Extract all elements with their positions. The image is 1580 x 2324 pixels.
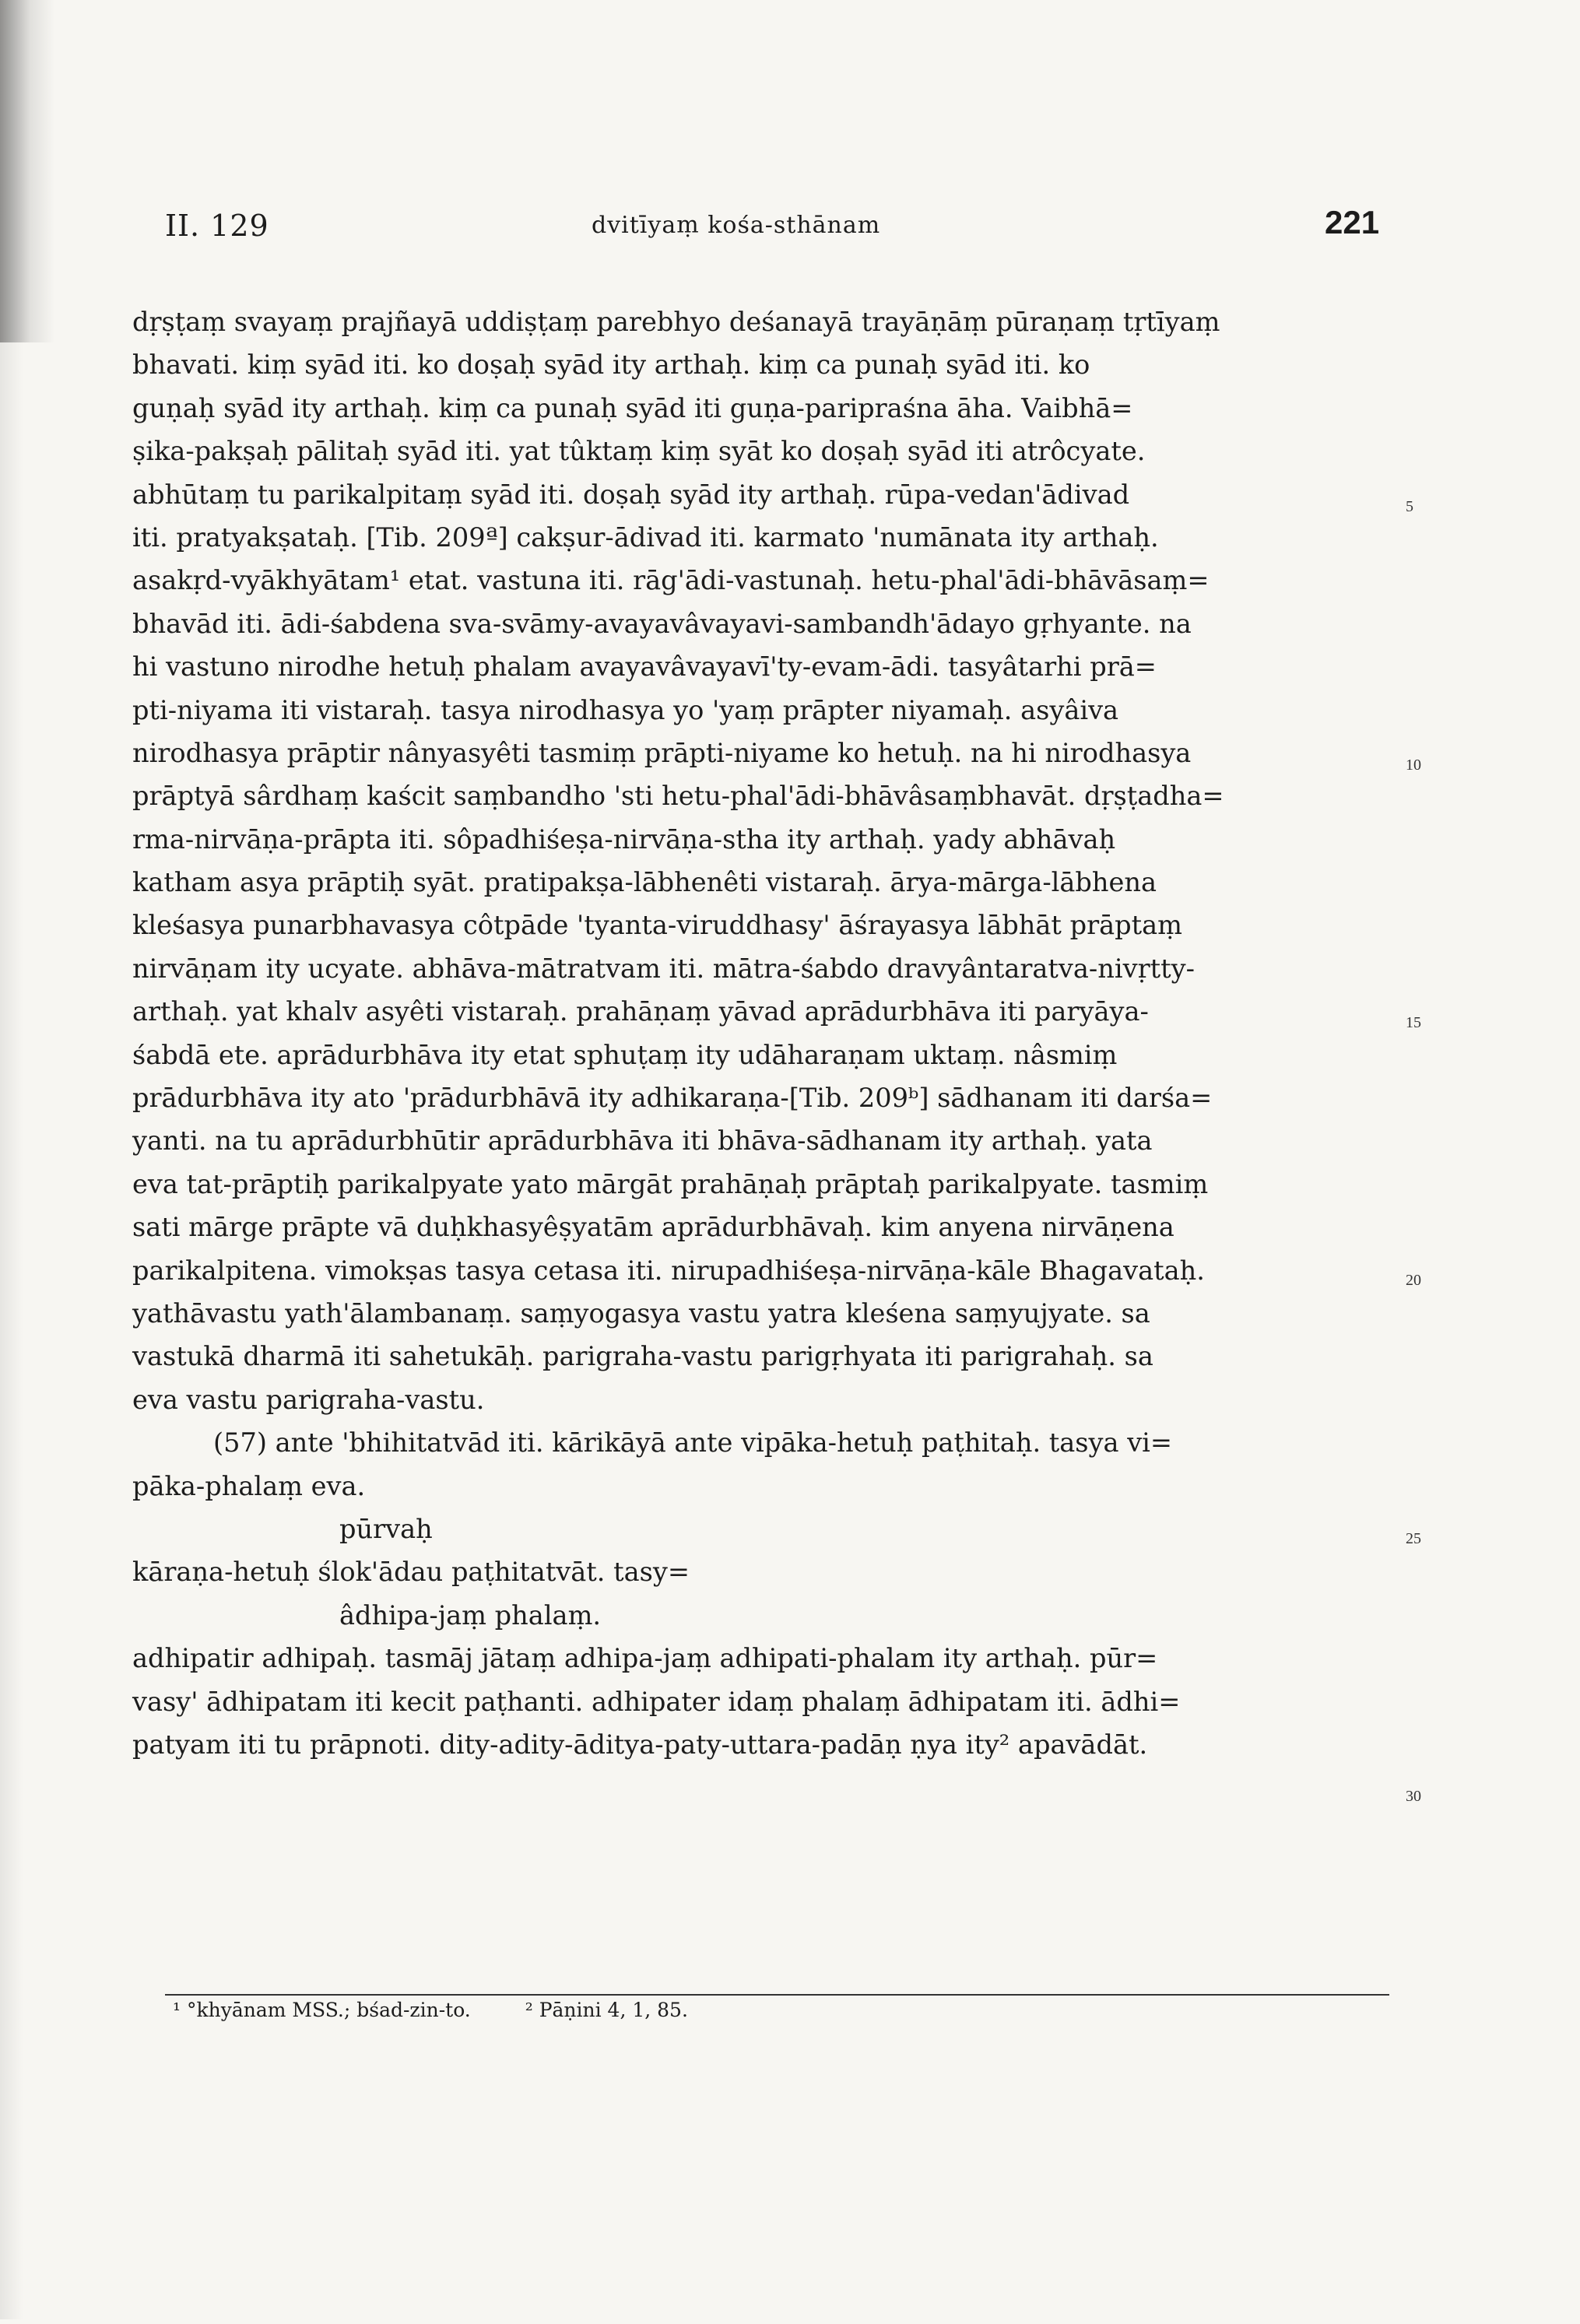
footnote: ¹ °khyānam MSS.; bśad-zin-to. <box>173 1999 471 2021</box>
text-line: dṛṣṭaṃ svayaṃ prajñayā uddiṣṭaṃ parebhyo deśanayā trayāṇāṃ pūraṇaṃ tṛtīyaṃ <box>132 307 1220 337</box>
text-line: bhavād iti. ādi-śabdena sva-svāmy-avayavâvayavi-sambandh'ādayo gṛhyante. na <box>132 608 1192 639</box>
text-line: prāptyā sârdhaṃ kaścit saṃbandho 'sti hetu-phal'ādi-bhāvâsaṃbhavāt. dṛṣṭadha= <box>132 781 1224 812</box>
margin-line-number: 5 <box>1406 498 1413 515</box>
text-line: sati mārge prāpte vā duḥkhasyêṣyatām aprādurbhāvaḥ. kim anyena nirvāṇena <box>132 1212 1174 1243</box>
text-line: eva vastu parigraha-vastu. <box>132 1384 485 1415</box>
text-line: patyam iti tu prāpnoti. dity-adity-āditya-paty-uttara-padāṇ ṇya ity² apavādāt. <box>132 1729 1148 1760</box>
text-line: adhipatir adhipaḥ. tasmāj jātaṃ adhipa-jaṃ adhipati-phalam ity arthaḥ. pūr= <box>132 1643 1158 1674</box>
text-line: vasy' ādhipatam iti kecit paṭhanti. adhipater idaṃ phalaṃ ādhipatam iti. ādhi= <box>132 1686 1181 1717</box>
margin-line-number: 20 <box>1406 1272 1421 1289</box>
margin-line-number: 25 <box>1406 1530 1421 1547</box>
text-line: bhavati. kiṃ syād iti. ko doṣaḥ syād ity arthaḥ. kiṃ ca punaḥ syād iti. ko <box>132 349 1090 381</box>
text-line: abhūtaṃ tu parikalpitaṃ syād iti. doṣaḥ syād ity arthaḥ. rūpa-vedan'ādivad <box>132 479 1130 510</box>
running-title: dvitīyaṃ kośa-sthānam <box>592 212 881 239</box>
text-line: kleśasya punarbhavasya côtpāde 'tyanta-viruddhasy' āśrayasya lābhāt prāptaṃ <box>132 910 1183 941</box>
text-line: prādurbhāva ity ato 'prādurbhāvā ity adhikaraṇa-[Tib. 209ᵇ] sādhanam iti darśa= <box>132 1083 1213 1114</box>
scan-shadow-lower <box>0 342 23 2319</box>
text-line: asakṛd-vyākhyātam¹ etat. vastuna iti. rāg'ādi-vastunaḥ. hetu-phal'ādi-bhāvāsaṃ= <box>132 565 1210 596</box>
text-line: vastukā dharmā iti sahetukāḥ. parigraha-vastu parigṛhyata iti parigrahaḥ. sa <box>132 1341 1153 1372</box>
page-number: 221 <box>1325 204 1380 240</box>
text-line: pāka-phalaṃ eva. <box>132 1470 366 1501</box>
text-line: katham asya prāptiḥ syāt. pratipakṣa-lābhenêti vistaraḥ. ārya-mārga-lābhena <box>132 867 1157 898</box>
running-header <box>0 204 1580 251</box>
verse-line: pūrvaḥ <box>339 1513 433 1544</box>
paragraph-start-line: (57) ante 'bhihitatvād iti. kārikāyā ante vipāka-hetuḥ paṭhitaḥ. tasya vi= <box>213 1427 1173 1459</box>
footnote: ² Pāṇini 4, 1, 85. <box>525 1999 688 2021</box>
text-line: arthaḥ. yat khalv asyêti vistaraḥ. prahāṇaṃ yāvad aprādurbhāva iti paryāya- <box>132 996 1149 1027</box>
text-line: nirodhasya prāptir nânyasyêti tasmiṃ prāpti-niyame ko hetuḥ. na hi nirodhasya <box>132 737 1192 768</box>
text-line: śabdā ete. aprādurbhāva ity etat sphuṭaṃ ity udāharaṇam uktaṃ. nâsmiṃ <box>132 1039 1118 1070</box>
verse-line: âdhipa-jaṃ phalaṃ. <box>339 1599 602 1631</box>
text-line: nirvāṇam ity ucyate. abhāva-mātratvam iti. mātra-śabdo dravyântaratva-nivṛtty- <box>132 953 1195 984</box>
text-line: rma-nirvāṇa-prāpta iti. sôpadhiśeṣa-nirvāṇa-stha ity arthaḥ. yady abhāvaḥ <box>132 823 1116 855</box>
footnotes <box>173 1999 736 2021</box>
text-line: iti. pratyakṣataḥ. [Tib. 209ª] cakṣur-ādivad iti. karmato 'numānata ity arthaḥ. <box>132 521 1159 553</box>
text-line: parikalpitena. vimokṣas tasya cetasa iti. nirupadhiśeṣa-nirvāṇa-kāle Bhagavataḥ. <box>132 1255 1205 1286</box>
footnote-rule <box>165 1994 1389 1996</box>
section-reference: II. 129 <box>165 209 269 243</box>
text-line: ṣika-pakṣaḥ pālitaḥ syād iti. yat tûktaṃ kiṃ syāt ko doṣaḥ syād iti atrôcyate. <box>132 436 1146 467</box>
margin-line-number: 10 <box>1406 757 1421 774</box>
text-line: yanti. na tu aprādurbhūtir aprādurbhāva iti bhāva-sādhanam ity arthaḥ. yata <box>132 1125 1153 1157</box>
margin-line-number: 15 <box>1406 1014 1421 1031</box>
main-text <box>132 300 1389 1766</box>
text-line: guṇaḥ syād ity arthaḥ. kiṃ ca punaḥ syād iti guṇa-paripraśna āha. Vaibhā= <box>132 392 1133 423</box>
text-line: hi vastuno nirodhe hetuḥ phalam avayavâvayavī'ty-evam-ādi. tasyâtarhi prā= <box>132 651 1157 683</box>
margin-line-number: 30 <box>1406 1788 1421 1805</box>
text-line: pti-niyama iti vistaraḥ. tasya nirodhasya yo 'yaṃ prāpter niyamaḥ. asyâiva <box>132 694 1119 725</box>
text-line: yathāvastu yath'ālambanaṃ. saṃyogasya vastu yatra kleśena saṃyujyate. sa <box>132 1297 1150 1329</box>
scan-shadow <box>0 0 54 342</box>
text-line: eva tat-prāptiḥ parikalpyate yato mārgāt prahāṇaḥ prāptaḥ parikalpyate. tasmiṃ <box>132 1168 1209 1199</box>
text-line: kāraṇa-hetuḥ ślok'ādau paṭhitatvāt. tasy= <box>132 1557 690 1588</box>
